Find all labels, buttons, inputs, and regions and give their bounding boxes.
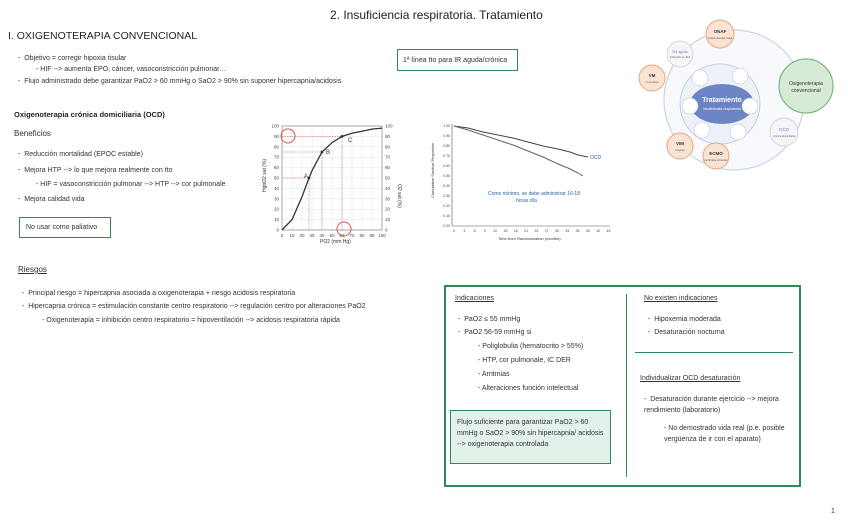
curve-y-tick-right: 0	[385, 227, 388, 233]
diagram-inner-node	[732, 68, 748, 84]
curve-y-tick-right: 10	[385, 217, 391, 223]
curve-point	[341, 135, 344, 138]
survival-y-tick: 0.60	[443, 164, 450, 169]
curve-y-tick-left: 70	[273, 154, 279, 160]
survival-y-tick: 1.00	[443, 124, 450, 129]
diagram-node-ocd	[770, 118, 798, 146]
curve-x-tick: 20	[299, 233, 305, 238]
indication-subitem: - Alteraciones función intelectual	[478, 385, 579, 392]
curve-x-tick: 40	[319, 233, 325, 238]
survival-y-tick: 0.20	[443, 204, 450, 209]
curve-y-tick-left: 0	[276, 227, 279, 233]
diagram-node-vmi-sub: invasiva	[675, 149, 685, 152]
flow-box: Flujo suficiente para garantizar PaO2 > 60 mmHg o SaO2 > 90% sin hipercapnia/ acidosis --> oxigenoterapia controlada	[450, 410, 611, 464]
benefit-item: - Reducción mortalidad (EPOC estable)	[18, 151, 143, 158]
diagram-inner-node	[694, 122, 710, 138]
palliative-box: No usar como paliativo	[19, 217, 111, 238]
no-indication-item: - Desaturación nocturna	[648, 329, 725, 336]
indication-subitem: - Arritmias	[478, 371, 510, 378]
benefit-item: - Mejora HTP --> lo que mejora realmente con tto	[18, 167, 173, 174]
diagram-node-vm-agudo	[667, 41, 693, 67]
curve-y-tick-right: 100	[385, 123, 393, 129]
diagram-node-ecmo-title: ECMO	[709, 151, 723, 156]
survival-annotation-2: horas día	[516, 198, 537, 204]
diagram-inner-node	[692, 70, 708, 86]
indication-subitem: - HTP, cor pulmonale, IC DER	[478, 357, 571, 364]
treatment-diagram	[634, 16, 844, 176]
curve-y-tick-left: 90	[273, 133, 279, 139]
survival-x-tick: 15	[503, 229, 508, 233]
bullet-flow: - Flujo administrado debe garantizar PaO2 > 60 mmHg o SaO2 > 90% sin suponer hipercapnia/acidosis	[18, 78, 342, 85]
diagram-node-ecmo	[703, 143, 729, 169]
diagram-node-oxi-label-2: convencional	[791, 88, 821, 94]
individualize-heading: Individualizar OCD desaturación	[640, 375, 741, 382]
survival-y-label: Cumulative Survival Proportion	[430, 143, 435, 198]
curve-y-tick-left: 40	[273, 185, 279, 191]
diagram-center-title: Tratamiento	[702, 97, 742, 104]
diagram-node-onaf-sub: Oxigenoterapia nasal	[707, 37, 733, 40]
oxygen-dissociation-curve	[252, 120, 402, 245]
curve-x-tick: 10	[289, 233, 295, 238]
survival-y-tick: 0.30	[443, 194, 450, 199]
curve-point-c: C	[348, 138, 353, 144]
survival-x-tick: 24	[534, 229, 539, 233]
curve-y-tick-right: 60	[385, 165, 391, 171]
benefit-item: - HIF = vasoconstricción pulmonar --> HTP --> cor pulmonale	[36, 181, 226, 188]
survival-x-tick: 0	[453, 229, 455, 233]
curve-y-tick-right: 20	[385, 206, 391, 212]
curve-x-tick: 30	[309, 233, 315, 238]
survival-x-tick: 18	[513, 229, 518, 233]
survival-annotation-1: Como mínimo, se debe administrar 16-18	[488, 191, 580, 197]
survival-y-tick: 0.00	[443, 224, 450, 229]
diagram-inner-node	[730, 124, 746, 140]
curve-y-tick-right: 40	[385, 185, 391, 191]
survival-x-tick: 30	[555, 229, 559, 233]
curve-point	[321, 151, 324, 154]
survival-x-tick: 21	[524, 229, 529, 233]
diagram-inner-node	[742, 98, 758, 114]
curve-point-a: A	[304, 174, 309, 180]
curve-x-tick: 70	[349, 233, 355, 238]
curve-x-label: PO2 (mm Hg)	[320, 239, 351, 245]
curve-y-tick-left: 100	[271, 123, 279, 129]
curve-y-tick-right: 70	[385, 154, 391, 160]
no-indications-heading: No existen indicaciones	[644, 295, 718, 302]
risks-heading: Riesgos	[18, 265, 47, 274]
curve-y-tick-left: 30	[273, 196, 279, 202]
benefit-item: - Mejora calidad vida	[18, 196, 85, 203]
diagram-node-ecmo-sub: membrana extracorp.	[703, 159, 729, 162]
survival-y-tick: 0.40	[443, 184, 450, 189]
survival-y-tick: 0.50	[443, 174, 450, 179]
individualize-subitem: - No demostrado vida real (p.e. posible vergüenza de ir con el aparato)	[664, 425, 785, 443]
indications-heading: Indicaciones	[455, 295, 494, 302]
survival-x-tick: 42	[596, 229, 601, 233]
diagram-node-onaf	[706, 20, 734, 48]
survival-y-tick: 0.80	[443, 144, 450, 149]
curve-point-b: B	[326, 150, 331, 156]
individualize-item: - Desaturación durante ejercicio --> mejora rendimiento (laboratorio)	[644, 396, 779, 414]
curve-y-tick-right: 80	[385, 144, 391, 150]
benefits-heading: Beneficios	[14, 129, 51, 138]
survival-y-tick: 0.10	[443, 214, 450, 219]
risk-item: - Hipercapnia crónica = estimulación constante centro respiratorio --> regulación centro por alteraciones PaO2	[22, 303, 366, 310]
page-number: 1	[831, 508, 835, 515]
curve-x-tick: 60	[339, 233, 345, 238]
diagram-node-oxi-label-1: Oxigenoterapia	[789, 81, 823, 87]
curve-x-tick: 100	[378, 233, 386, 238]
bullet-objective: - Objetivo = corregir hipoxia tisular	[18, 55, 127, 62]
ocd-title: Oxigenoterapia crónica domiciliaria (OCD)	[14, 110, 165, 119]
curve-x-tick: 80	[359, 233, 365, 238]
section-title: I. OXIGENOTERAPIA CONVENCIONAL	[8, 30, 198, 42]
diagram-node-vmi	[667, 133, 693, 159]
curve-y-tick-left: 80	[273, 144, 279, 150]
curve-y-tick-left: 50	[273, 175, 279, 181]
curve-y-tick-left: 10	[273, 217, 279, 223]
diagram-node-vm-agudo-title: VM agudo	[672, 50, 688, 54]
survival-x-tick: 6	[473, 229, 476, 233]
curve-y-right-label: O2 sat (%)	[396, 184, 402, 208]
curve-y-tick-left: 60	[273, 165, 279, 171]
bullet-hif: - HIF --> aumenta EPO, cáncer, vasoconstricción pulmonar…	[36, 66, 227, 73]
survival-chart	[428, 118, 618, 243]
survival-x-tick: 39	[585, 229, 590, 233]
survival-x-label: Time from Randomization (months)	[498, 236, 561, 241]
curve-point	[308, 177, 311, 180]
indications-divider-v	[626, 294, 627, 477]
diagram-center-sub: insuficiencia respiratoria	[703, 107, 741, 111]
diagram-node-vm-sub: no invasiva	[645, 81, 659, 84]
survival-x-tick: 12	[493, 229, 498, 233]
diagram-node-ocd-sub: crónica domiciliaria	[772, 135, 796, 138]
indication-item: - PaO2 56-59 mmHg si	[458, 329, 532, 336]
survival-x-tick: 45	[606, 229, 611, 233]
diagram-node-onaf-title: ONAF	[713, 29, 727, 34]
survival-series-label: OCD	[590, 155, 602, 161]
curve-x-tick: 90	[369, 233, 375, 238]
no-indication-item: - Hipoxemia moderada	[648, 316, 721, 323]
survival-x-tick: 9	[483, 229, 486, 233]
diagram-node-vm-agudo-sub: Indicación en IRA	[669, 56, 691, 59]
diagram-node-vm	[639, 65, 665, 91]
survival-x-tick: 27	[544, 229, 549, 233]
survival-y-tick: 0.70	[443, 154, 450, 159]
curve-y-tick-right: 30	[385, 196, 391, 202]
survival-y-tick: 0.90	[443, 134, 450, 139]
risk-item: - Principal riesgo = hipercapnia asociada a oxigenoterapia + riesgo acidosis respiratoria	[22, 290, 296, 297]
survival-x-tick: 3	[463, 229, 466, 233]
curve-y-tick-right: 90	[385, 133, 391, 139]
curve-x-tick: 0	[280, 233, 284, 238]
indication-item: - PaO2 ≤ 55 mmHg	[458, 316, 521, 323]
curve-x-tick: 50	[329, 233, 335, 238]
indications-divider-h	[635, 352, 793, 353]
curve-y-tick-right: 50	[385, 175, 391, 181]
diagram-node-vm-title: VM	[648, 73, 656, 78]
diagram-node-vmi-title: VMI	[675, 141, 685, 146]
curve-y-left-label: HgbO2 sat (%)	[262, 158, 268, 192]
indication-subitem: - Poliglobulia (hematocrito > 55%)	[478, 343, 584, 350]
diagram-inner-node	[682, 98, 698, 114]
survival-x-tick: 33	[565, 229, 570, 233]
diagram-node-ocd-title: OCD	[779, 127, 789, 132]
curve-y-tick-left: 20	[273, 206, 279, 212]
page-title: 2. Insuficiencia respiratoria. Tratamiento	[330, 8, 543, 22]
risk-item: - Oxigenoterapia = inhibición centro respiratorio = hipoventilación --> acidosis respiratoria rápida	[42, 317, 340, 324]
survival-x-tick: 36	[575, 229, 580, 233]
first-line-box: 1ª línea tto para IR aguda/crónica	[397, 49, 518, 71]
